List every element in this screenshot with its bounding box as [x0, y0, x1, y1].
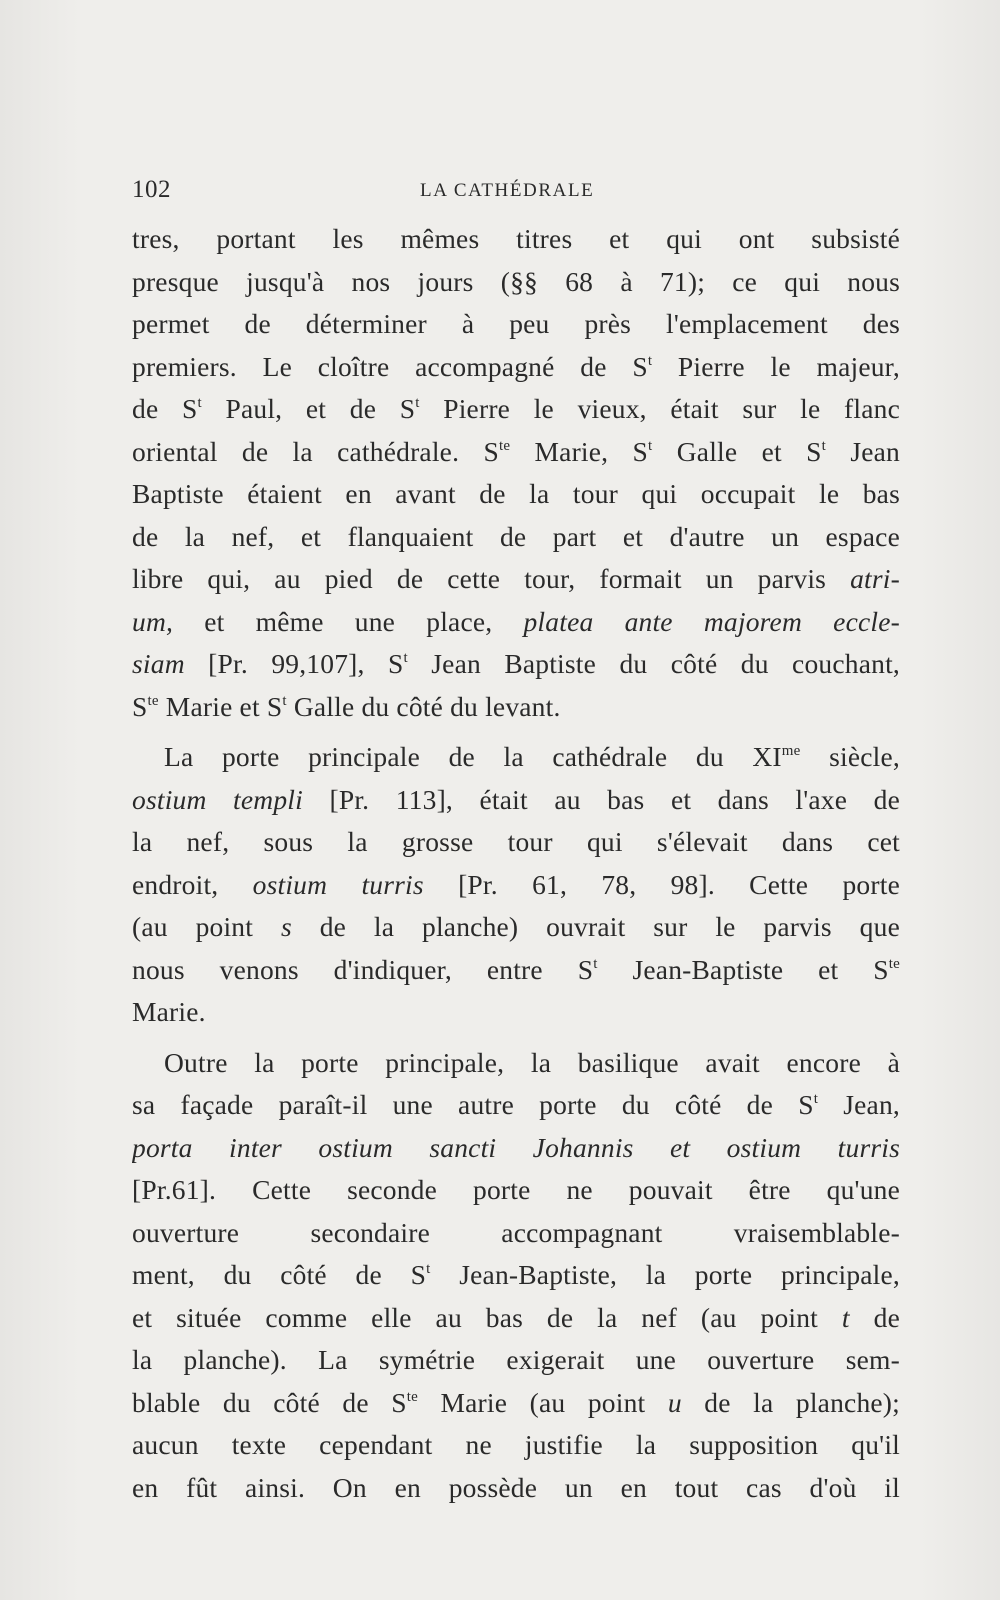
text-line: presque jusqu'à nos jours (§§ 68 à 71); ce qui nous — [132, 265, 900, 297]
text-line: La porte principale de la cathédrale du $XI^{me}$ siècle, — [164, 741, 900, 772]
paragraph-gap — [132, 728, 900, 736]
paragraph-2 — [132, 736, 900, 1034]
text-line: en fût ainsi. On en possède un en tout cas d'où il — [132, 1471, 900, 1503]
text-line: ouverture secondaire accompagnant vraisemblable- — [132, 1216, 900, 1248]
text-line: siam [Pr. 99,107], $S^t$ Jean Baptiste du côté du couchant, — [132, 648, 900, 679]
text-line: nous venons d'indiquer, entre $S^t$ Jean-Baptiste et $S^{te}$ — [132, 953, 900, 985]
text-line: sa façade paraît-il une autre porte du côté de $S^t$ Jean, — [132, 1089, 900, 1120]
paragraph-1 — [132, 218, 900, 728]
text-line: porta inter ostium sancti Johannis et ostium turris — [132, 1131, 900, 1163]
text-line: Outre la porte principale, la basilique avait encore à — [164, 1046, 900, 1078]
body-text — [132, 218, 900, 1509]
text-line: endroit, ostium turris [Pr. 61, 78, 98]. Cette porte — [132, 868, 900, 900]
text-line: Baptiste étaient en avant de la tour qui occupait le bas — [132, 478, 900, 509]
text-line: aucun texte cependant ne justifie la supposition qu'il — [132, 1429, 900, 1460]
paragraph-gap — [132, 1034, 900, 1042]
text-line: $S^{te}$ Marie et $S^t$ Galle du côté du levant. — [132, 690, 561, 722]
running-head — [132, 176, 900, 206]
text-line: premiers. Le cloître accompagné de $S^t$ Pierre le majeur, — [132, 350, 900, 382]
text-line: blable du côté de $S^{te}$ Marie (au point u de la planche); — [132, 1386, 900, 1418]
page-number: 102 — [132, 176, 171, 203]
text-line: (au point s de la planche) ouvrait sur le parvis que — [132, 911, 900, 942]
text-line: de $S^t$ Paul, et de $S^t$ Pierre le vieux, était sur le flanc — [132, 393, 900, 424]
text-line: Marie. — [132, 996, 206, 1027]
running-title: LA CATHÉDRALE — [420, 180, 595, 201]
text-line: de la nef, et flanquaient de part et d'autre un espace — [132, 520, 900, 552]
text-line: tres, portant les mêmes titres et qui ont subsisté — [132, 223, 900, 254]
text-line: et située comme elle au bas de la nef (au point t de — [132, 1301, 900, 1333]
text-line: oriental de la cathédrale. $S^{te}$ Marie, $S^t$ Galle et $S^t$ Jean — [132, 435, 900, 467]
text-line: um, et même une place, platea ante majorem eccle- — [132, 605, 900, 637]
text-line: ment, du côté de $S^t$ Jean-Baptiste, la porte principale, — [132, 1259, 900, 1290]
text-line: la planche). La symétrie exigerait une ouverture sem- — [132, 1344, 900, 1375]
text-line: la nef, sous la grosse tour qui s'élevait dans cet — [132, 826, 900, 857]
text-line: ostium templi [Pr. 113], était au bas et dans l'axe de — [132, 783, 900, 815]
text-line: permet de déterminer à peu près l'emplacement des — [132, 308, 900, 339]
paragraph-3 — [132, 1042, 900, 1510]
text-line: libre qui, au pied de cette tour, formait un parvis atri- — [132, 563, 900, 594]
text-line: [Pr.61]. Cette seconde porte ne pouvait être qu'une — [132, 1174, 900, 1205]
